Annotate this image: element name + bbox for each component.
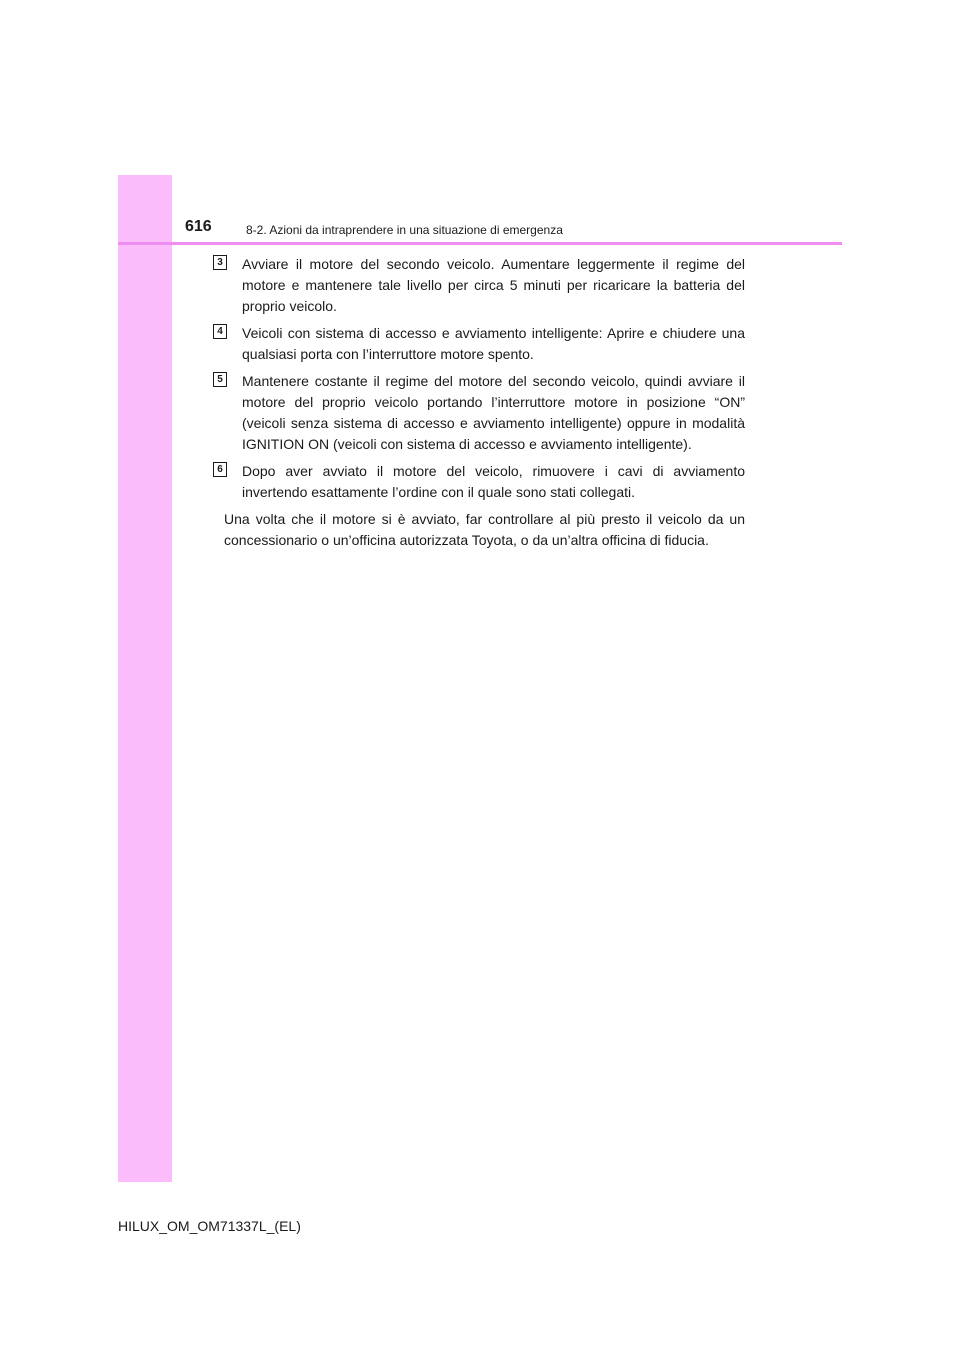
page-number: 616 (185, 218, 212, 235)
side-tab-band (118, 175, 172, 1182)
step-text: Avviare il motore del secondo veicolo. Aumentare leggermente il regime del motore e mantenere tale livello per circa 5 minuti per ricaricare la batteria del proprio veicolo. (242, 256, 745, 314)
header-divider (118, 242, 842, 245)
step-number-badge: 5 (213, 372, 227, 387)
step-6 (213, 461, 745, 503)
step-number-badge: 4 (213, 324, 227, 339)
document-code: HILUX_OM_OM71337L_(EL) (118, 1218, 301, 1234)
step-number-badge: 6 (213, 462, 227, 477)
step-5 (213, 371, 745, 455)
note-paragraph (213, 509, 745, 551)
step-text: Veicoli con sistema di accesso e avviamento intelligente: Aprire e chiudere una qualsiasi porta con l’interruttore motore spento. (242, 325, 745, 362)
step-text: Mantenere costante il regime del motore del secondo veicolo, quindi avviare il motore del proprio veicolo portando l’interruttore motore in posizione “ON” (veicoli senza sistema di accesso e avviamento intelligente) oppure in modalità IGNITION ON (veicoli con sistema di accesso e avviamento intelligente). (242, 373, 745, 452)
step-4 (213, 323, 745, 365)
step-text: Dopo aver avviato il motore del veicolo, rimuovere i cavi di avviamento invertendo esattamente l’ordine con il quale sono stati collegati. (242, 463, 745, 500)
section-title: 8-2. Azioni da intraprendere in una situazione di emergenza (246, 223, 563, 237)
page-content (213, 254, 745, 551)
step-number-badge: 3 (213, 255, 227, 270)
note-text: Una volta che il motore si è avviato, far controllare al più presto il veicolo da un concessionario o un’officina autorizzata Toyota, o da un’altra officina di fiducia. (224, 511, 745, 548)
step-3 (213, 254, 745, 317)
